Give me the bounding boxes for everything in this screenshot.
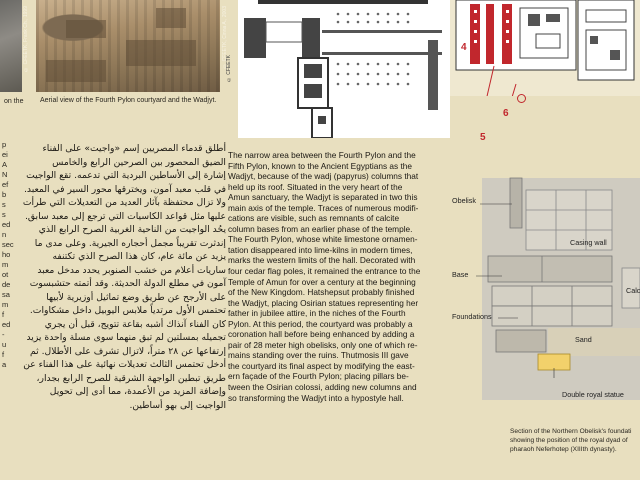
section-caption: Section of the Northern Obelisk's foundati showing the position of the royal dyad of pharaoh Neferhotep (XIIIth dynasty). bbox=[510, 428, 632, 453]
left-caption-fragment: on the bbox=[4, 98, 24, 105]
label-sand: Sand bbox=[575, 335, 592, 344]
label-double-royal-statue: Double royal statue bbox=[562, 390, 624, 399]
aerial-caption: Aerial view of the Fourth Pylon courtyard and the Wadjyt. bbox=[40, 97, 217, 104]
plan-number-5: 5 bbox=[480, 132, 486, 143]
label-casing-wall: Casing wall bbox=[570, 238, 607, 247]
plan-number-4: 4 bbox=[461, 42, 467, 53]
site-plan-drawing bbox=[450, 0, 640, 96]
copyright-3: © CFEETK bbox=[226, 55, 232, 83]
arabic-text: أطلق قدماء المصريين إسم «واجيت» على الفناء الضيق المحصور بين الصرحين الرابع والخامس إشارة إلى الأساطين البردية التي تدعمه. تقع الواجيت في قلب معبد آمون، ويخترقها محور السير في المعبد. ولا تزال محتفظة بآثار العديد من التعديلات التي طرأت عليها مثل قواعد الكاسيات التي ترجع إلى معبد سابق. يحُد الواجيت من الناحية الغربية الصرح الرابع الذي إندثرت تقريباً مجمل أحجاره الجيرية. وعلى مدى ما يزيد عن مائة عام، كان هذا الصرح الذي تكتنفه ساريات أعلام من خشب الصنوبر يحدد مدخل معبد آمون في مطلع الدولة الحديثة. وقد أتمته حتشبسوت على الأرجح عن طريق وضع تماثيل أوزيرية لأبيها تحتمس الأول مرتدياً ملابس اليوبيل داخل مشكاوات. كان الفناء آنذاك أشبه بقاعة تتويج، قبل أن يجري تجميله بمسلتين لم تبق منهما سوى مسلة واحدة يزيد إرتفاعها عن ٢٨ متراً، لاتزال تشرف على الأطلال. ثم أدخل تحتمس الثالث تعديلات نهائية على هذا الفناء عن طريق تبطين الواجهة الشرقية للصرح الرابع بجدار، وإضافة المزيد من الأعمدة، مما أدى إلى تحويل الواجيت إلى بهو أساطين. bbox=[22, 143, 226, 411]
obelisk-section-diagram bbox=[452, 168, 640, 420]
label-obelisk: Obelisk bbox=[452, 196, 476, 205]
left-fragment-text: p ei A N ef b s s ed n sec ho m ot de sa m f ed - u f a bbox=[2, 140, 14, 369]
copyright-2: © CFEETK, Cinna A., 2003 bbox=[222, 6, 228, 69]
plan-marker bbox=[517, 94, 526, 103]
left-photo bbox=[0, 0, 22, 92]
obelisk-section-drawing bbox=[452, 168, 640, 420]
label-foundations: Foundations bbox=[452, 312, 492, 321]
label-calc: Calc bbox=[626, 286, 640, 295]
site-plan bbox=[450, 0, 640, 96]
temple-plan-drawing bbox=[238, 0, 450, 138]
temple-plan bbox=[238, 0, 450, 138]
plan-number-6: 6 bbox=[503, 108, 509, 119]
copyright-1: © CFEETK, Frank Ch., 1999 bbox=[23, 6, 29, 72]
label-base: Base bbox=[452, 270, 469, 279]
aerial-photo bbox=[36, 0, 220, 92]
english-text: The narrow area between the Fourth Pylon and the Fifth Pylon, known to the Ancient Egyptians as the Wadjyt, because of the wadj (papyrus) columns that held up its roof. Situated in the very heart of the Amun sanctuary, the Wadjyt is separated in two this main axis of the temple. Traces of numerous modifi- cations are visible, such as remnants of calcite column bases from an earlier phase of the temple. The Fourth Pylon, whose white limestone ornamen- tation disappeared into lime-kilns in modern times, marks the western limits of the hall. Decorated with four cedar flag poles, it remained the entrance to the Temple of Amun for over a century at the beginning of the New Kingdom. Hatshepsut probably finished the Wadjyt, placing Osirian statues representing her father in jubilee attire, in the niches of the Fourth Pylon. At this period, the courtyard was probably a coronation hall before being enhanced by adding a pair of 28 meter high obelisks, only one of which re- mains standing over the ruins. Thutmosis III gave the courtyard its final aspect by modifying the east- ern façade of the Fourth Pylon; placing pillars be- tween the Osirian colossi, adding new columns and so transforming the Wadjyt into a hypostyle hall. bbox=[228, 150, 421, 403]
